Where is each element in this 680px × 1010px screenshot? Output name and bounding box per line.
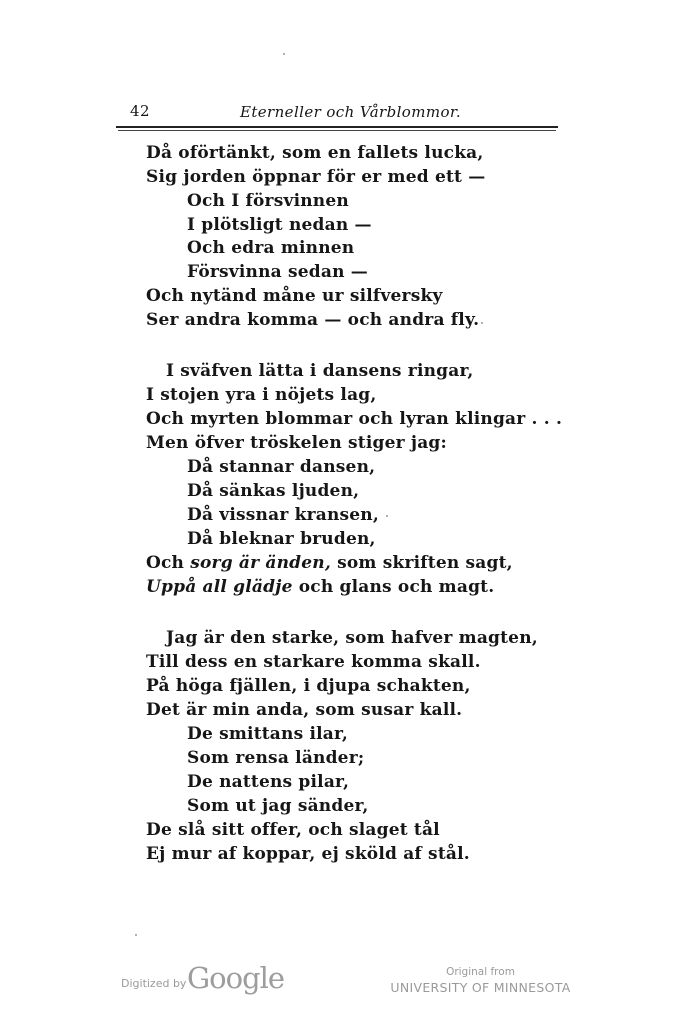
verse-line: I stojen yra i nöjets lag, [146,385,377,405]
verse-segment: Och [146,553,191,573]
verse-line: Sig jorden öppnar för er med ett — [146,167,486,187]
verse-line: Som ut jag sänder, [187,796,369,816]
verse-line: Och I försvinnen [187,191,349,211]
verse-line: Och myrten blommar och lyran klingar . . . [146,409,563,429]
verse-line: De slå sitt offer, och slaget tål [146,820,440,840]
verse-line: Men öfver tröskelen stiger jag: [146,433,447,453]
verse-line: Jag är den starke, som hafver magten, [166,628,538,648]
verse-line: Då oförtänkt, som en fallets lucka, [146,143,484,163]
digitized-by-google [121,963,291,1003]
scan-speck [135,934,137,936]
verse-line: Då vissnar kransen, [187,505,379,525]
verse-line: De nattens pilar, [187,772,350,792]
verse-line: På höga fjällen, i djupa schakten, [146,676,471,696]
verse-line: Då bleknar bruden, [187,529,376,549]
verse-line-mixed [146,577,494,597]
verse-line: Ser andra komma — och andra fly. [146,310,480,330]
verse-line: Ej mur af koppar, ej sköld af stål. [146,844,470,864]
verse-line: De smittans ilar, [187,724,349,744]
scan-speck [386,515,388,517]
verse-line: Då sänkas ljuden, [187,481,360,501]
verse-line: Och nytänd måne ur silfversky [146,286,443,306]
verse-segment: som skriften sagt, [330,553,513,573]
running-title: Eterneller och Vårblommor. [240,103,462,121]
scan-speck [283,53,285,55]
verse-line-mixed [146,553,513,573]
page-number: 42 [130,102,151,120]
verse-line: Och edra minnen [187,238,355,258]
verse-segment: och glans och magt. [292,577,495,597]
original-source [388,966,573,996]
verse-line: I plötsligt nedan — [187,215,372,235]
university-label: UNIVERSITY OF MINNESOTA [390,980,571,995]
verse-line: I sväfven lätta i dansens ringar, [166,361,474,381]
verse-italic-segment: Uppå all glädje [146,577,293,597]
google-logo: Google [187,961,285,995]
scan-speck [481,322,483,324]
original-from-label: Original from [446,966,515,978]
verse-line: Som rensa länder; [187,748,365,768]
verse-line: Till dess en starkare komma skall. [146,652,481,672]
verse-italic-segment: sorg är änden, [190,553,331,573]
digitized-by-label: Digitized by [121,977,187,990]
verse-line: Då stannar dansen, [187,457,376,477]
verse-line: Försvinna sedan — [187,262,368,282]
verse-line: Det är min anda, som susar kall. [146,700,463,720]
